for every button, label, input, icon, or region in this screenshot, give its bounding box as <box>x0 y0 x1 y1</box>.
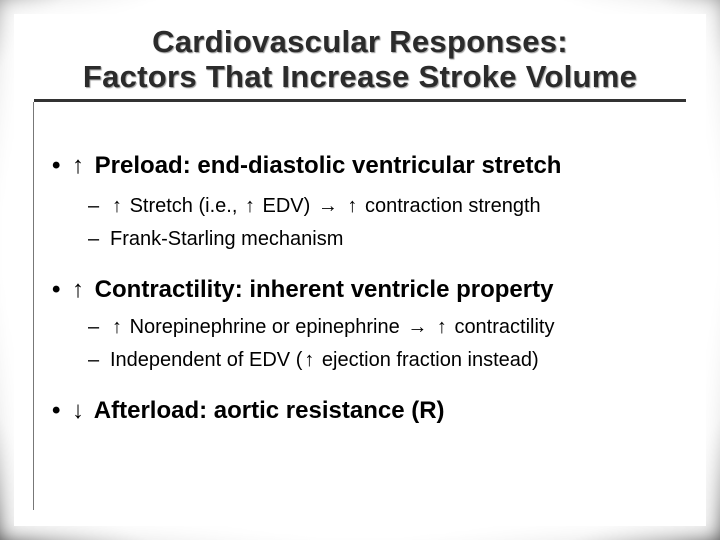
up-arrow-icon: ↑ <box>112 195 122 217</box>
sub-marker: – <box>88 195 100 217</box>
bullet-text: Contractility: inherent ventricle property <box>94 276 554 303</box>
left-divider <box>33 102 34 510</box>
up-arrow-icon: ↑ <box>244 195 255 217</box>
sub-text: EDV) <box>262 195 311 217</box>
bullet-marker: • <box>52 397 61 424</box>
bullet-marker: • <box>52 152 61 179</box>
bullet-preload <box>52 152 561 180</box>
title-line-1: Cardiovascular Responses: <box>152 24 568 59</box>
down-arrow-icon: ↓ <box>72 397 84 424</box>
up-arrow-icon: ↑ <box>72 152 84 179</box>
sub-bullet-norepinephrine <box>88 316 554 339</box>
sub-bullet-stretch <box>88 195 541 218</box>
sub-bullet-independent-edv <box>88 349 539 372</box>
bullet-marker: • <box>52 276 61 303</box>
title-line-2: Factors That Increase Stroke Volume <box>82 59 638 94</box>
up-arrow-icon: ↑ <box>72 276 84 303</box>
slide-title <box>30 24 690 94</box>
sub-text: Independent of EDV ( <box>110 349 303 371</box>
sub-bullet-frank-starling <box>88 228 343 251</box>
bullet-text: Afterload: aortic resistance (R) <box>93 397 445 424</box>
up-arrow-icon: ↑ <box>304 349 315 371</box>
up-arrow-icon: ↑ <box>436 316 447 338</box>
bullet-text: Preload: end-diastolic ventricular stretch <box>94 152 562 179</box>
right-arrow-icon: → <box>407 316 428 338</box>
title-divider <box>34 99 686 102</box>
sub-marker: – <box>88 349 100 371</box>
sub-text: contraction strength <box>364 195 541 217</box>
up-arrow-icon: ↑ <box>112 316 122 338</box>
sub-text: Frank-Starling mechanism <box>110 228 344 250</box>
bullet-contractility <box>52 276 553 304</box>
sub-marker: – <box>88 316 100 338</box>
sub-text: Norepinephrine or epinephrine <box>129 316 400 338</box>
sub-marker: – <box>88 228 100 250</box>
sub-text: contractility <box>454 316 555 338</box>
up-arrow-icon: ↑ <box>347 195 358 217</box>
sub-text: Stretch (i.e., <box>129 195 238 217</box>
bullet-afterload <box>52 397 445 425</box>
sub-text: ejection fraction instead) <box>321 349 539 371</box>
right-arrow-icon: → <box>317 195 338 217</box>
